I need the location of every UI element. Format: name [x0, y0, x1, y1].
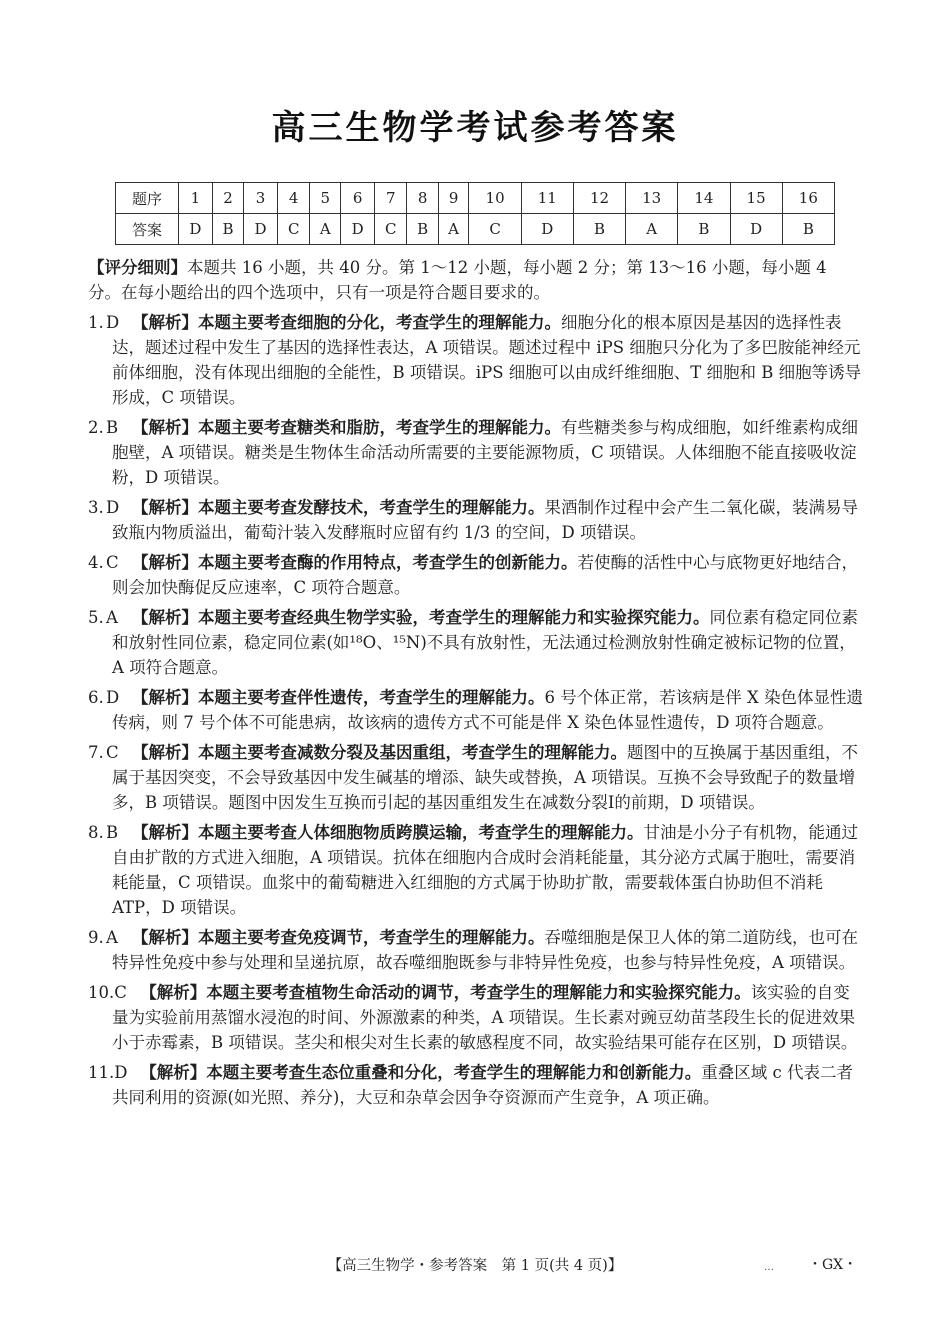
item-number: 5.: [88, 608, 104, 627]
answer-table: [115, 182, 835, 245]
item-focus: 本题主要考查植物生命活动的调节，考查学生的理解能力和实验探究能力。: [206, 983, 751, 1002]
question-number: 16: [782, 183, 834, 214]
item-answer: C: [106, 553, 119, 572]
item-focus: 本题主要考查人体细胞物质跨膜运输，考查学生的理解能力。: [198, 823, 644, 842]
item-answer: A: [106, 928, 118, 947]
item-number: 11.: [88, 1063, 115, 1082]
item-number: 10.: [88, 983, 115, 1002]
explanation-item: [88, 740, 864, 815]
explanation-item: [88, 605, 864, 680]
question-number: 2: [212, 183, 243, 214]
question-number: 11: [521, 183, 573, 214]
answer-cell: D: [521, 214, 573, 245]
question-number: 1: [179, 183, 213, 214]
item-focus: 本题主要考查伴性遗传，考查学生的理解能力。: [198, 688, 545, 707]
item-number: 3.: [88, 498, 104, 517]
analysis-tag: 【解析】: [132, 313, 198, 332]
row-header-number: 题序: [116, 183, 179, 214]
explanation-item: [88, 980, 864, 1055]
item-text: 若使酶的活性中心与底物更好地结合，则会加快酶促反应速率，C 项符合题意。: [112, 553, 858, 597]
item-text: 有些糖类参与构成细胞，如纤维素构成细胞壁，A 项错误。糖类是生物体生命活动所需要的主要能源物质，C 项错误。人体细胞不能直接吸收淀粉，D 项错误。: [112, 418, 858, 487]
explanation-item: [88, 550, 864, 600]
item-text: 细胞分化的根本原因是基因的选择性表达，题述过程中发生了基因的选择性表达，A 项错误。题述过程中 iPS 细胞只分化为了多巴胺能神经元前体细胞，没有体现出细胞的全能性，B 项错误。iPS 细胞可以由成纤维细胞、T 细胞和 B 细胞等诱导形成，C 项错误。: [112, 313, 862, 407]
question-number: 12: [573, 183, 625, 214]
answer-cell: A: [438, 214, 469, 245]
answer-cell: D: [730, 214, 782, 245]
question-number: 3: [244, 183, 278, 214]
item-focus: 本题主要考查酶的作用特点，考查学生的创新能力。: [198, 553, 578, 572]
item-focus: 本题主要考查生态位重叠和分化，考查学生的理解能力和创新能力。: [206, 1063, 702, 1082]
question-number: 7: [375, 183, 407, 214]
explanation-item: [88, 415, 864, 490]
answer-cell: B: [212, 214, 243, 245]
item-answer: A: [106, 608, 118, 627]
item-focus: 本题主要考查免疫调节，考查学生的理解能力。: [198, 928, 545, 947]
answer-row: [116, 214, 835, 245]
item-focus: 本题主要考查减数分裂及基因重组，考查学生的理解能力。: [198, 743, 627, 762]
item-text: 果酒制作过程中会产生二氧化碳，装满易导致瓶内物质溢出，葡萄汁装入发酵瓶时应留有约 1/3 的空间，D 项错误。: [112, 498, 858, 542]
item-answer: D: [106, 313, 120, 332]
explanation-item: [88, 685, 864, 735]
analysis-tag: 【解析】: [132, 418, 198, 437]
item-answer: C: [114, 983, 127, 1002]
item-answer: D: [114, 1063, 128, 1082]
row-header-answer: 答案: [116, 214, 179, 245]
analysis-tag: 【解析】: [132, 498, 198, 517]
question-number: 8: [407, 183, 438, 214]
question-number: 4: [277, 183, 309, 214]
analysis-tag: 【解析】: [132, 553, 198, 572]
answer-cell: B: [573, 214, 625, 245]
analysis-tag: 【解析】: [140, 1063, 207, 1082]
item-text: 同位素有稳定同位素和放射性同位素，稳定同位素(如¹⁸O、¹⁵N)不具有放射性，无法通过检测放射性确定被标记物的位置，A 项符合题意。: [112, 608, 858, 677]
analysis-tag: 【解析】: [132, 688, 198, 707]
answer-cell: B: [678, 214, 730, 245]
item-number: 2.: [88, 418, 104, 437]
item-answer: B: [106, 418, 119, 437]
answer-cell: C: [375, 214, 407, 245]
item-number: 6.: [88, 688, 104, 707]
answer-cell: D: [244, 214, 278, 245]
page-title: 高三生物学考试参考答案: [271, 108, 679, 148]
scoring-rules-label: 【评分细则】: [88, 258, 187, 277]
answer-explanations: [88, 255, 864, 1115]
question-number: 13: [626, 183, 678, 214]
question-number: 9: [438, 183, 469, 214]
question-number: 6: [341, 183, 375, 214]
item-text: 该实验的自变量为实验前用蒸馏水浸泡的时间、外源激素的种类，A 项错误。生长素对豌豆幼苗茎段生长的促进效果小于赤霉素，B 项错误。茎尖和根尖对生长素的敏感程度不同，故实验结果可能存在区别，D 项错误。: [112, 983, 858, 1052]
item-answer: C: [106, 743, 119, 762]
item-answer: B: [106, 823, 119, 842]
question-number: 10: [469, 183, 521, 214]
answer-cell: A: [310, 214, 341, 245]
analysis-tag: 【解析】: [132, 928, 198, 947]
scoring-rules: [88, 255, 864, 305]
explanation-item: [88, 310, 864, 410]
item-text: 吞噬细胞是保卫人体的第二道防线，也可在特异性免疫中参与处理和呈递抗原，故吞噬细胞既参与非特异性免疫，也参与特异性免疫，A 项错误。: [112, 928, 858, 972]
item-text: 题图中的互换属于基因重组，不属于基因突变，不会导致基因中发生碱基的增添、缺失或替换，A 项错误。互换不会导致配子的数量增多，B 项错误。题图中因发生互换而引起的基因重组发生在减数分裂Ⅰ的前期，D 项错误。: [112, 743, 858, 812]
answer-cell: A: [626, 214, 678, 245]
question-number: 5: [310, 183, 341, 214]
item-number: 9.: [88, 928, 104, 947]
answer-cell: D: [341, 214, 375, 245]
analysis-tag: 【解析】: [132, 743, 198, 762]
scoring-rules-text: 本题共 16 小题，共 40 分。第 1～12 小题，每小题 2 分；第 13～16 小题，每小题 4 分。在每小题给出的四个选项中，只有一项是符合题目要求的。: [88, 258, 827, 302]
item-focus: 本题主要考查细胞的分化，考查学生的理解能力。: [198, 313, 561, 332]
footer-ellipsis: …: [764, 1262, 774, 1273]
item-answer: D: [106, 688, 120, 707]
item-text: 重叠区域 c 代表二者共同利用的资源(如光照、养分)，大豆和杂草会因争夺资源而产生竞争，A 项正确。: [112, 1063, 853, 1107]
analysis-tag: 【解析】: [132, 823, 198, 842]
explanation-item: [88, 925, 864, 975]
item-number: 8.: [88, 823, 104, 842]
item-answer: D: [106, 498, 120, 517]
explanation-item: [88, 820, 864, 920]
answer-cell: B: [407, 214, 438, 245]
item-number: 4.: [88, 553, 104, 572]
page-footer: 【高三生物学・参考答案 第 1 页(共 4 页)】: [327, 1258, 623, 1274]
item-focus: 本题主要考查发酵技术，考查学生的理解能力。: [198, 498, 545, 517]
answer-cell: C: [277, 214, 309, 245]
explanation-item: [88, 495, 864, 545]
question-number-row: [116, 183, 835, 214]
analysis-tag: 【解析】: [132, 608, 198, 627]
question-number: 15: [730, 183, 782, 214]
item-number: 1.: [88, 313, 104, 332]
answer-cell: D: [179, 214, 213, 245]
answer-cell: B: [782, 214, 834, 245]
question-number: 14: [678, 183, 730, 214]
analysis-tag: 【解析】: [140, 983, 207, 1002]
item-text: 6 号个体正常，若该病是伴 X 染色体显性遗传病，则 7 号个体不可能患病，故该病的遗传方式不可能是伴 X 染色体显性遗传，D 项符合题意。: [112, 688, 863, 732]
item-number: 7.: [88, 743, 104, 762]
item-focus: 本题主要考查经典生物学实验，考查学生的理解能力和实验探究能力。: [198, 608, 710, 627]
item-focus: 本题主要考查糖类和脂肪，考查学生的理解能力。: [198, 418, 561, 437]
explanation-item: [88, 1060, 864, 1110]
item-text: 甘油是小分子有机物，能通过自由扩散的方式进入细胞，A 项错误。抗体在细胞内合成时会消耗能量，其分泌方式属于胞吐，需要消耗能量，C 项错误。血浆中的葡萄糖进入红细胞的方式属于协助扩散，需要载体蛋白协助但不消耗 ATP，D 项错误。: [112, 823, 858, 917]
footer-region-code: ・GX・: [808, 1257, 858, 1273]
answer-cell: C: [469, 214, 521, 245]
